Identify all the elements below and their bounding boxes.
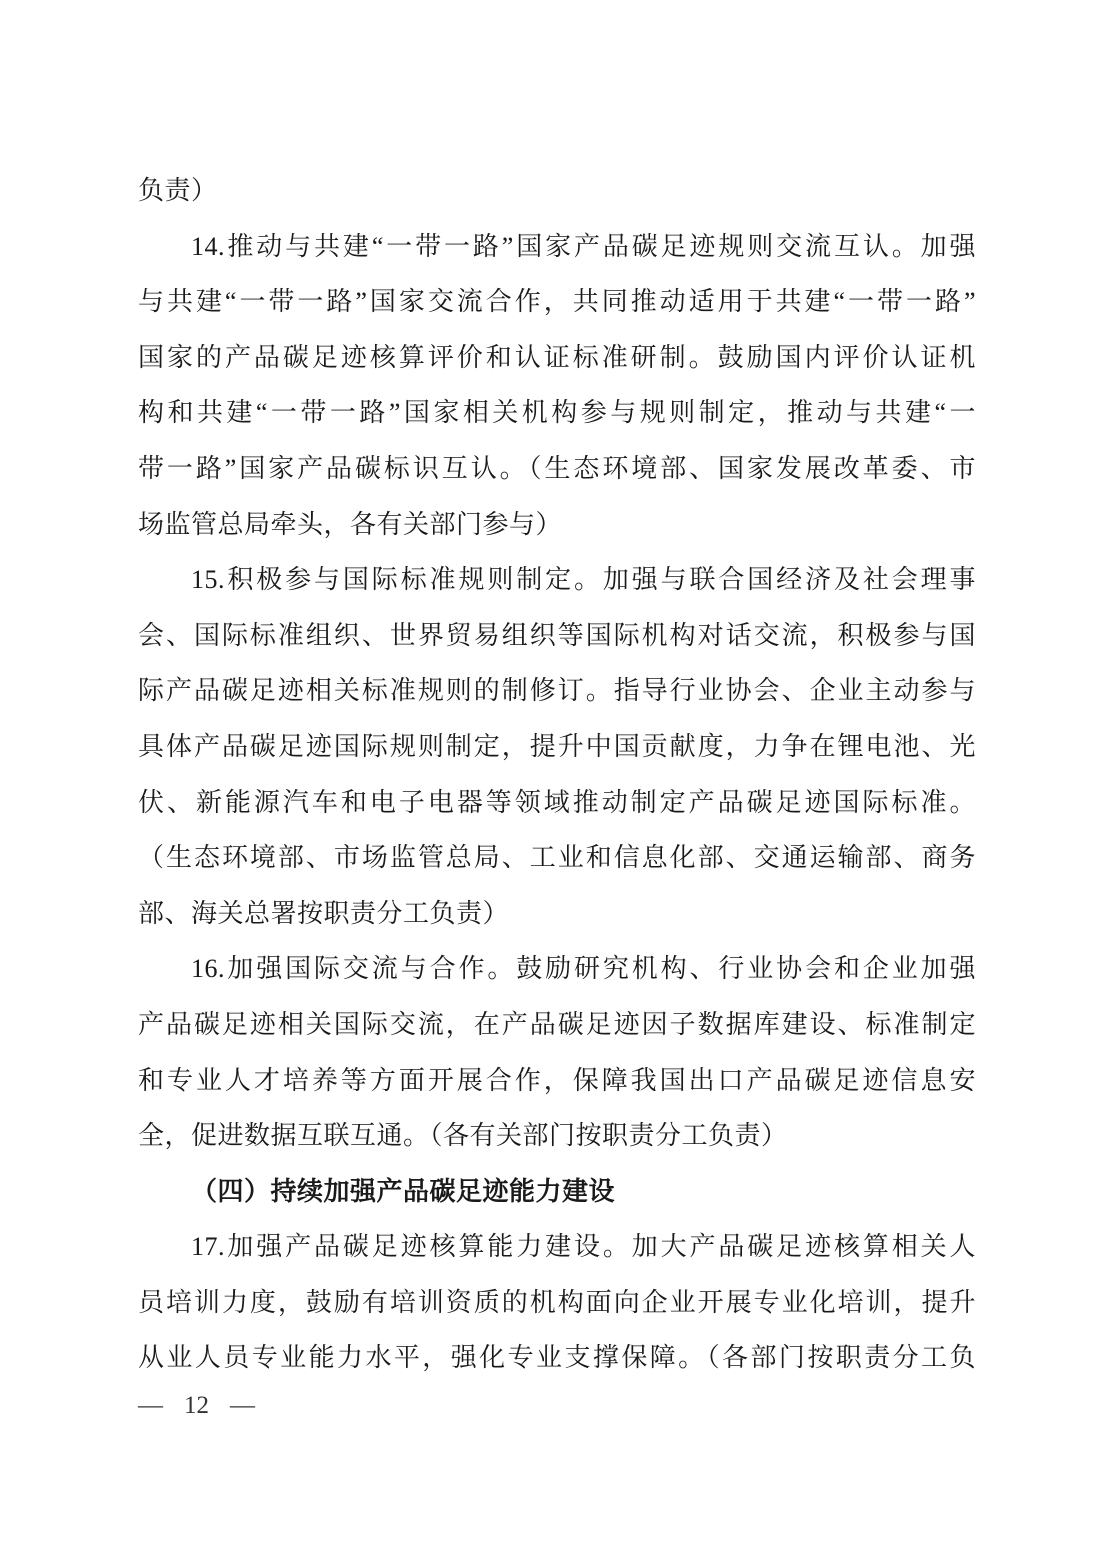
text-line: 带一路”国家产品碳标识互认。（生态环境部、国家发展改革委、市 (138, 453, 976, 483)
page-footer (138, 1392, 255, 1420)
text-line: 16.加强国际交流与合作。鼓励研究机构、行业协会和企业加强 (191, 954, 976, 984)
page-number: 12 (184, 1392, 209, 1419)
document-body (138, 163, 976, 1386)
text-line: 负责） (138, 176, 218, 205)
text-line: 和专业人才培养等方面开展合作，保障我国出口产品碳足迹信息安 (138, 1065, 976, 1095)
section-heading: （四）持续加强产品碳足迹能力建设 (191, 1176, 616, 1206)
text-line: 伏、新能源汽车和电子电器等领域推动制定产品碳足迹国际标准。 (138, 787, 976, 817)
text-line: 全，促进数据互联互通。（各有关部门按职责分工负责） (138, 1121, 788, 1151)
text-line: 从业人员专业能力水平，强化专业支撑保障。（各部门按职责分工负 (138, 1343, 976, 1373)
text-line: 员培训力度，鼓励有培训资质的机构面向企业开展专业化培训，提升 (138, 1287, 976, 1317)
text-line: 场监管总局牵头，各有关部门参与） (138, 509, 563, 539)
text-line: 际产品碳足迹相关标准规则的制修订。指导行业协会、企业主动参与 (138, 676, 976, 706)
text-line: 14.推动与共建“一带一路”国家产品碳足迹规则交流互认。加强 (191, 231, 976, 261)
text-line: 部、海关总署按职责分工负责） (138, 898, 510, 928)
text-line: （生态环境部、市场监管总局、工业和信息化部、交通运输部、商务 (138, 843, 976, 873)
text-line: 具体产品碳足迹国际规则制定，提升中国贡献度，力争在锂电池、光 (138, 731, 976, 761)
text-line: 会、国际标准组织、世界贸易组织等国际机构对话交流，积极参与国 (138, 620, 976, 650)
text-line: 与共建“一带一路”国家交流合作，共同推动适用于共建“一带一路” (138, 287, 976, 317)
footer-dash-right: — (230, 1392, 255, 1419)
text-line: 15.积极参与国际标准规则制定。加强与联合国经济及社会理事 (191, 565, 976, 595)
text-line: 产品碳足迹相关国际交流，在产品碳足迹因子数据库建设、标准制定 (138, 1009, 976, 1039)
text-line: 构和共建“一带一路”国家相关机构参与规则制定，推动与共建“一 (138, 398, 976, 428)
text-line: 17.加强产品碳足迹核算能力建设。加大产品碳足迹核算相关人 (191, 1232, 976, 1262)
text-line: 国家的产品碳足迹核算评价和认证标准研制。鼓励国内评价认证机 (138, 342, 976, 372)
footer-dash-left: — (138, 1392, 163, 1419)
